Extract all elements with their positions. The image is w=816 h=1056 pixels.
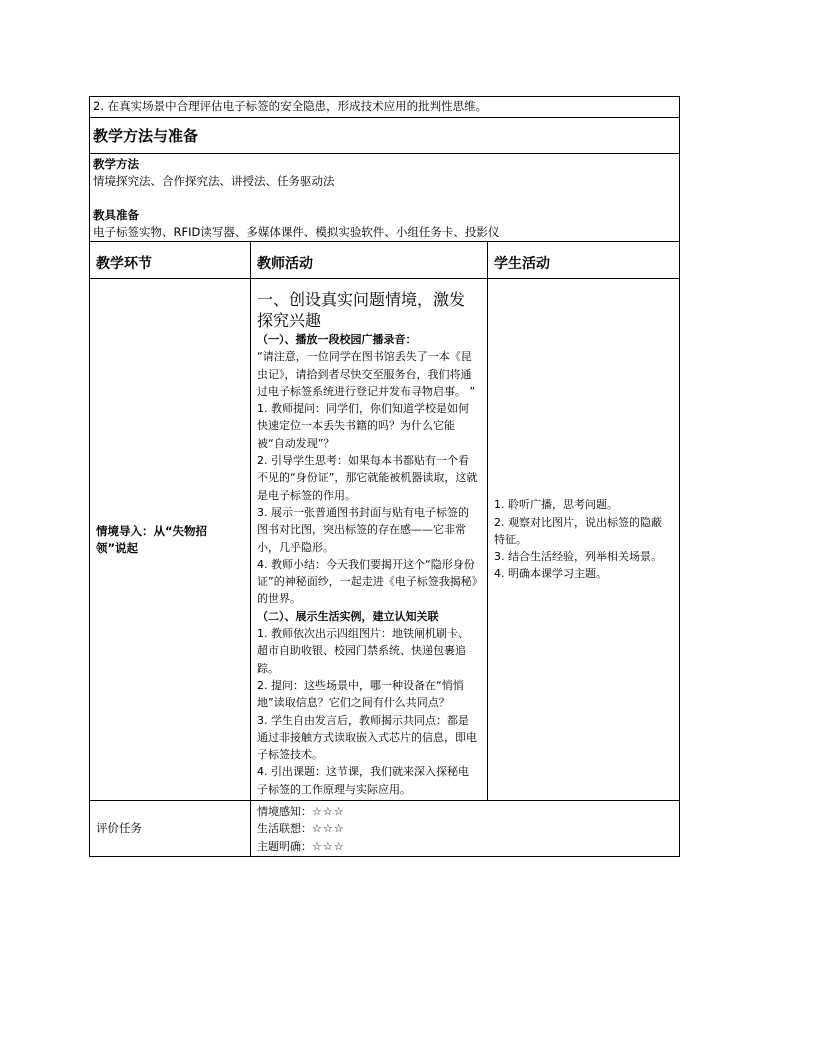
teacher-item: 3. 展示一张普通图书封面与贴有电子标签的图书对比图，突出标签的存在感——它非常小，几乎隐形。 (257, 505, 469, 554)
teacher-sub2-title: （二）、展示生活实例，建立认知关联 (257, 609, 439, 623)
evaluation-item (257, 803, 673, 820)
evaluation-label: 评价任务 (96, 821, 142, 836)
header-stage: 教学环节 (96, 256, 152, 272)
student-item: 1. 聆听广播，思考问题。 (494, 498, 618, 512)
teacher-item: 1. 教师依次出示四组图片：地铁闸机刷卡、超市自助收银、校园门禁系统、快递包裹追踪。 (257, 627, 469, 675)
tools-heading: 教具准备 (93, 208, 139, 222)
header-student: 学生活动 (494, 256, 550, 272)
methods-section-title: 教学方法与准备 (93, 127, 199, 145)
tools-text: 电子标签实物、RFID读写器、多媒体课件、模拟实验软件、小组任务卡、投影仪 (93, 225, 500, 239)
teacher-section-title: 一、创设真实问题情境，激发探究兴趣 (257, 290, 466, 330)
evaluation-item-name: 情境感知： (257, 805, 312, 819)
evaluation-item (257, 838, 673, 855)
stage-label: 情境导入：从“失物招领”说起 (96, 523, 208, 555)
teacher-item: 2. 提问：这些场景中，哪一种设备在“悄悄地”读取信息？它们之间有什么共同点？ (257, 678, 464, 710)
table-header-row (90, 242, 680, 279)
teacher-item: 1. 教师提问：同学们，你们知道学校是如何快速定位一本丢失书籍的吗？为什么它能被“自动发现”？ (257, 402, 469, 450)
broadcast-quote: “请注意，一位同学在图书馆丢失了一本《昆虫记》，请拾到者尽快交至服务台，我们将通过电子标签系统进行登记并发布寻物启事。 ” (257, 350, 476, 398)
teacher-item: 4. 教师小结：今天我们要揭开这个“隐形身份证”的神秘面纱，一起走进《电子标签我揭秘》的世界。 (257, 557, 478, 606)
star-rating[interactable]: ☆☆☆ (312, 822, 345, 836)
evaluation-item (257, 820, 673, 837)
objective-text: 2. 在真实场景中合理评估电子标签的安全隐患，形成技术应用的批判性思维。 (93, 99, 488, 113)
star-rating[interactable]: ☆☆☆ (312, 839, 345, 853)
teacher-item: 2. 引导学生思考：如果每本书都贴有一个看不见的“身份证”，那它就能被机器读取，这就是电子标签的作用。 (257, 454, 478, 502)
evaluation-item-name: 生活联想： (257, 822, 312, 836)
teacher-item: 3. 学生自由发言后，教师揭示共同点：都是通过非接触方式读取嵌入式芯片的信息，即电子标签技术。 (257, 713, 477, 762)
method-text: 情境探究法、合作探究法、讲授法、任务驱动法 (93, 174, 335, 188)
stage-row (90, 279, 680, 801)
teacher-item: 4. 引出课题：这节课，我们就来深入探秘电子标签的工作原理与实际应用。 (257, 765, 469, 796)
lesson-plan-sheet (89, 96, 679, 857)
teacher-sub1-title: （一）、播放一段校园广播录音： (257, 333, 417, 346)
method-heading: 教学方法 (93, 157, 139, 171)
methods-content-row (90, 154, 680, 242)
methods-title-row (90, 118, 680, 154)
evaluation-row (90, 801, 680, 857)
student-item: 2. 观察对比图片，说出标签的隐蔽特征。 (494, 515, 662, 546)
evaluation-item-name: 主题明确： (257, 839, 312, 853)
student-item: 4. 明确本课学习主题。 (494, 567, 607, 581)
lesson-plan-table (89, 96, 680, 857)
student-item: 3. 结合生活经验，列举相关场景。 (494, 550, 662, 564)
star-rating[interactable]: ☆☆☆ (312, 805, 345, 819)
objective-row (90, 97, 680, 118)
header-teacher: 教师活动 (257, 256, 313, 272)
